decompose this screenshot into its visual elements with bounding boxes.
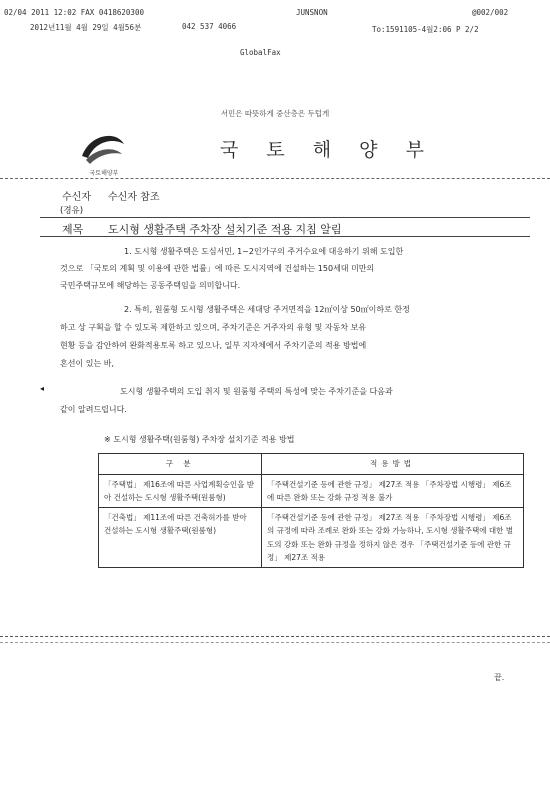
row2-method: 「주택건설기준 등에 관한 규정」 제27조 적용 「주차장법 시행령」 제6조의 규정에 따라 조례로 완화 또는 강화 가능하나, 도시형 생활주택에 대한 별도의 강화 또는 완화 규정을 정하지 않은 경우 「주택건설기준 등에 관한 규정」 제27조 적용 [262, 508, 524, 568]
fax-header-line2-right: To:1591105-4월2:06 P 2/2 [372, 25, 479, 34]
para2-line4: 혼선이 있는 바, [60, 359, 114, 368]
fax-tear-line [0, 636, 550, 637]
parking-rules-table [98, 453, 524, 568]
header-divider [0, 178, 550, 179]
fax-header-line2-mid: 042 537 4066 [182, 22, 237, 31]
closing-mark: 끝. [494, 673, 505, 682]
via-label: (경유) [60, 206, 84, 216]
table-header-row [99, 454, 524, 475]
para3-line2: 같이 알려드립니다. [60, 405, 127, 414]
para1-line1: 1. 도시형 생활주택은 도심서민, 1~2인가구의 주거수요에 대응하기 위해 도입한 [124, 247, 404, 256]
recipient-label: 수신자 [62, 192, 91, 203]
subject-label: 제목 [62, 223, 84, 236]
logo-text: 국토해양부 [89, 170, 119, 177]
para1-line2: 것으로 「국토의 계획 및 이용에 관한 법률」에 따른 도시지역에 건설하는 150세대 미만의 [60, 264, 375, 273]
para3-line1: 도시형 생활주택의 도입 취지 및 원룸형 주택의 특성에 맞는 주차기준을 다음과 [120, 387, 393, 396]
para2-line1: 2. 특히, 원룸형 도시형 생활주택은 세대당 주거면적을 12㎡이상 50㎡이하로 한정 [124, 305, 410, 314]
subject-value: 도시형 생활주택 주차장 설치기준 적용 지침 알림 [108, 223, 342, 236]
fax-header-line1-mid: JUNSNON [296, 8, 328, 17]
margin-mark: ◂ [40, 384, 45, 393]
fax-header-line1-left: 02/04 2011 12:02 FAX 0418620300 [4, 8, 144, 17]
government-motto: 서민은 따뜻하게 중산층은 두텁게 [220, 109, 330, 118]
subject-bottom-rule [40, 236, 530, 237]
row2-category: 「건축법」 제11조에 따른 건축허가를 받아 건설하는 도시형 생활주택(원룸형) [99, 508, 262, 568]
table-caption: ※ 도시형 생활주택(원룸형) 주차장 설치기준 적용 방법 [104, 435, 295, 444]
fax-header-line2-left: 2012년11월 4월 29일 4월56분 [30, 23, 142, 32]
subject-top-rule [40, 217, 530, 218]
recipient-value: 수신자 참조 [108, 192, 160, 203]
para1-line3: 국민주택규모에 해당하는 공동주택임을 의미합니다. [60, 281, 241, 290]
table-row [99, 508, 524, 568]
para2-line2: 하고 상 구획을 할 수 있도록 제한하고 있으며, 주차기준은 거주자의 유형 및 자동차 보유 [60, 323, 367, 332]
row1-method: 「주택건설기준 등에 관한 규정」 제27조 적용 「주차장법 시행령」 제6조에 따른 완화 또는 강화 규정 적용 불가 [262, 475, 524, 508]
header-category: 구 분 [99, 454, 262, 475]
fax-header-line1-right: @002/002 [472, 8, 509, 17]
para2-line3: 현황 등을 감안하여 완화적용토록 하고 있으나, 일부 지자체에서 주차기준의 적용 방법에 [60, 341, 367, 350]
header-method: 적용방법 [262, 454, 524, 475]
ministry-logo [78, 124, 128, 168]
row1-category: 「주택법」 제16조에 따른 사업계획승인을 받아 건설하는 도시형 생활주택(원룸형) [99, 475, 262, 508]
fax-tear-line-2 [0, 642, 550, 643]
ministry-name: 국 토 해 양 부 [220, 139, 435, 161]
fax-header-line3: GlobalFax [240, 48, 281, 57]
table-row [99, 475, 524, 508]
